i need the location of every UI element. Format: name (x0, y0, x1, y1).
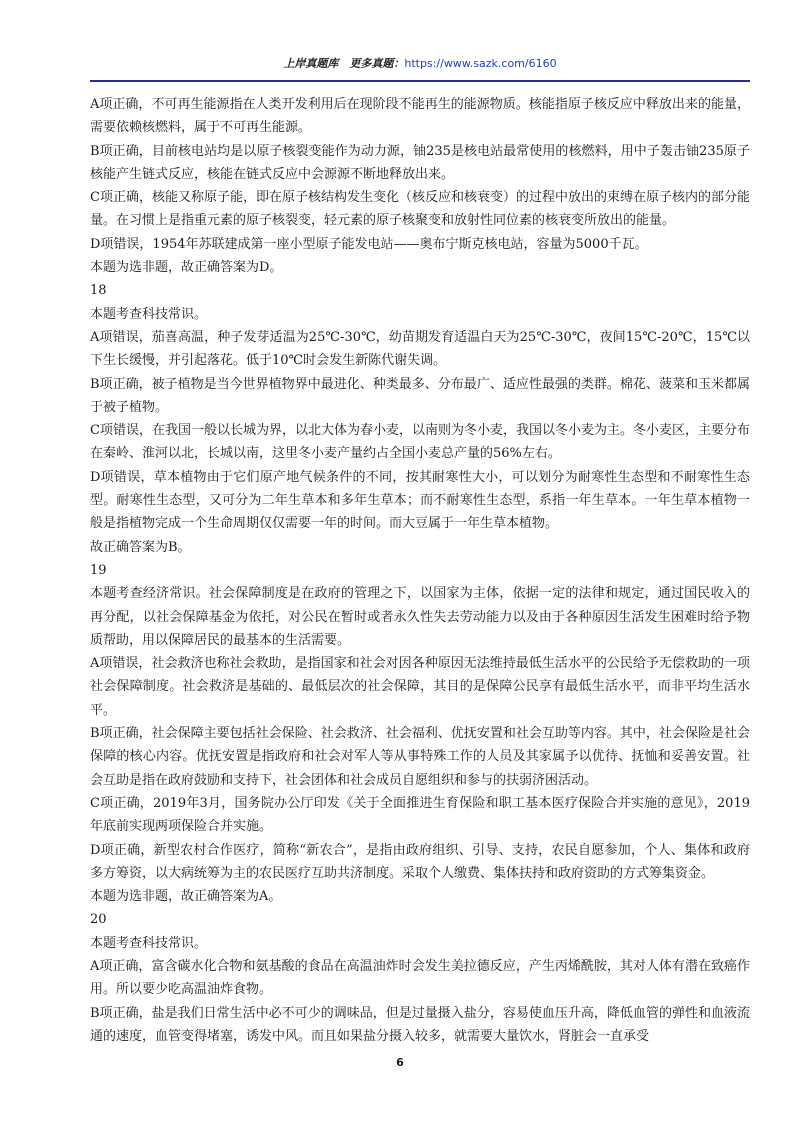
page-header (90, 55, 750, 77)
paragraph: B项正确，目前核电站均是以原子核裂变能作为动力源，铀235是核电站最常使用的核燃料，用中子轰击铀235原子核能产生链式反应，核能在链式反应中会源源不断地释放出来。 (90, 143, 750, 182)
paragraph: 本题考查经济常识。社会保障制度是在政府的管理之下，以国家为主体，依据一定的法律和规定，通过国民收入的再分配，以社会保障基金为依托，对公民在暂时或者永久性失去劳动能力以及由于各种原因生活发生困难时给予物质帮助，用以保障居民的最基本的生活需要。 (90, 586, 750, 648)
paragraph: D项正确，新型农村合作医疗，简称“新农合”，是指由政府组织、引导、支持，农民自愿参加，个人、集体和政府多方筹资，以大病统筹为主的农民医疗互助共济制度。采取个人缴费、集体扶持和政府资助的方式筹集资金。 (90, 842, 750, 881)
paragraph: A项错误，社会救济也称社会救助，是指国家和社会对因各种原因无法维持最低生活水平的公民给予无偿救助的一项社会保障制度。社会救济是基础的、最低层次的社会保障，其目的是保障公民享有最低生活水平，而非平均生活水平。 (90, 656, 750, 718)
paragraph: D项错误，1954年苏联建成第一座小型原子能发电站——奥布宁斯克核电站，容量为5000千瓦。 (90, 236, 648, 252)
paragraph: 本题考查科技常识。 (90, 935, 208, 951)
paragraph: C项正确，核能又称原子能，即在原子核结构发生变化（核反应和核衰变）的过程中放出的束缚在原子核内的部分能量。在习惯上是指重元素的原子核裂变，轻元素的原子核聚变和放射性同位素的核衰变所放出的能量。 (90, 190, 750, 229)
paragraph: 故正确答案为B。 (90, 539, 191, 555)
question-number: 19 (90, 562, 107, 578)
paragraph: B项正确，盐是我们日常生活中必不可少的调味品，但是过量摄入盐分，容易使血压升高，降低血管的弹性和血液流通的速度，血管变得堵塞，诱发中风。而且如果盐分摄入较多，就需要大量饮水，肾脏会一直承受 (90, 1005, 750, 1044)
page-number: 6 (396, 1056, 404, 1069)
paragraph: 本题为选非题，故正确答案为A。 (90, 889, 282, 905)
paragraph: 本题为选非题，故正确答案为D。 (90, 260, 283, 276)
question-number: 20 (90, 912, 107, 928)
paragraph: D项错误，草本植物由于它们原产地气候条件的不同，按其耐寒性大小，可以划分为耐寒性生态型和不耐寒性生态型。耐寒性生态型，又可分为二年生草本和多年生草本；而不耐寒性生态型，系指一年生草本。一年生草本植物一般是指植物完成一个生命周期仅仅需要一年的时间。而大豆属于一年生草本植物。 (90, 469, 750, 532)
paragraph: B项正确，被子植物是当今世界植物界中最进化、种类最多、分布最广、适应性最强的类群。棉花、菠菜和玉米都属于被子植物。 (90, 376, 750, 415)
paragraph: C项正确，2019年3月，国务院办公厅印发《关于全面推进生育保险和职工基本医疗保险合并实施的意见》，2019年底前实现两项保险合并实施。 (90, 795, 750, 835)
paragraph: B项正确，社会保障主要包括社会保险、社会救济、社会福利、优抚安置和社会互助等内容。其中，社会保险是社会保障的核心内容。优抚安置是指政府和社会对军人等从事特殊工作的人员及其家属予以优待、抚恤和妥善安置。社会互助是指在政府鼓励和支持下，社会团体和社会成员自愿组织和参与的扶弱济困活动。 (90, 726, 750, 788)
document-body (90, 93, 750, 1048)
header-divider (90, 80, 750, 82)
question-number: 18 (90, 283, 107, 299)
paragraph: C项错误，在我国一般以长城为界，以北大体为春小麦，以南则为冬小麦，我国以冬小麦为主。冬小麦区，主要分布在秦岭、淮河以北，长城以南，这里冬小麦产量约占全国小麦总产量的56%左右。 (90, 423, 750, 462)
paragraph: 本题考查科技常识。 (90, 306, 208, 322)
paragraph: A项错误，茄喜高温，种子发芽适温为25℃-30℃，幼苗期发育适温白天为25℃-30℃，夜间15℃-20℃，15℃以下生长缓慢，并引起落花。低于10℃时会发生新陈代谢失调。 (90, 329, 750, 369)
paragraph: A项正确，富含碳水化合物和氨基酸的食品在高温油炸时会发生美拉德反应，产生丙烯酰胺，其对人体有潜在致癌作用。所以要少吃高温油炸食物。 (90, 958, 750, 998)
header-url-link[interactable]: https://www.sazk.com/6160 (404, 57, 557, 70)
header-label: 上岸真题库 更多真题： (283, 57, 405, 70)
paragraph: A项正确，不可再生能源指在人类开发利用后在现阶段不能再生的能源物质。核能指原子核反应中释放出来的能量，需要依赖核燃料，属于不可再生能源。 (90, 97, 750, 136)
